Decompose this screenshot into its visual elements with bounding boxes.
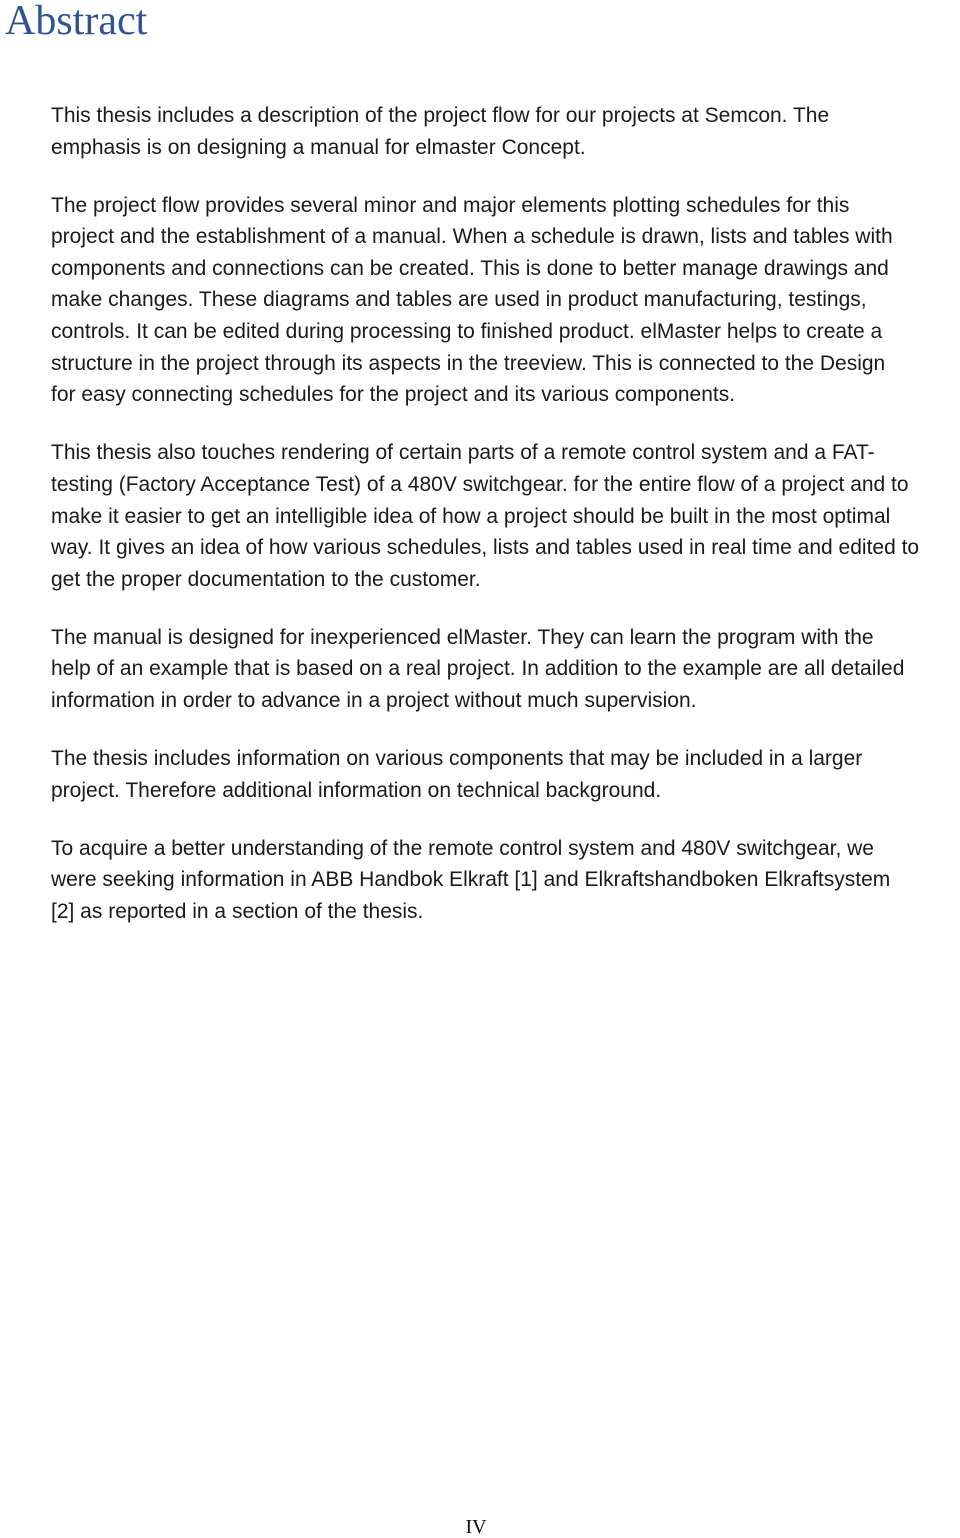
text-line: The manual is designed for inexperienced elMaster. They can learn the program with the [51,625,874,649]
text-line: This thesis includes a description of the project flow for our projects at Semcon. The [51,104,830,127]
text-line: components and connections can be created. This is done to better manage drawings and [51,256,889,280]
abstract-paragraph [51,622,956,717]
text-line: information in order to advance in a project without much supervision. [51,689,697,712]
text-line: project. Therefore additional information on technical background. [51,778,662,802]
text-line: make it easier to get an intelligible idea of how a project should be built in the most optimal [51,504,891,528]
abstract-body [51,100,956,954]
text-line: way. It gives an idea of how various schedules, lists and tables used in real time and edited to [51,536,920,560]
page-number: IV [465,1516,487,1538]
abstract-paragraph [51,743,956,806]
text-line: [2] as reported in a section of the thesis. [51,899,424,923]
abstract-paragraph [51,190,956,411]
text-line: controls. It can be edited during processing to finished product. elMaster helps to create a [51,320,883,344]
text-line: testing (Factory Acceptance Test) of a 480V switchgear. for the entire flow of a project and to [51,472,909,496]
abstract-paragraph [51,100,956,163]
text-line: The project flow provides several minor and major elements plotting schedules for this [51,193,850,217]
text-line: help of an example that is based on a real project. In addition to the example are all detailed [51,657,905,681]
abstract-paragraph [51,833,956,928]
text-line: for easy connecting schedules for the project and its various components. [51,383,736,407]
text-line: project and the establishment of a manual. When a schedule is drawn, lists and tables with [51,225,893,249]
abstract-paragraph [51,437,956,595]
text-line: structure in the project through its aspects in the treeview. This is connected to the Design [51,351,886,375]
text-line: emphasis is on designing a manual for elmaster Concept. [51,135,586,159]
text-line: were seeking information in ABB Handbok Elkraft [1] and Elkraftshandboken Elkraftsystem [51,868,891,892]
text-line: The thesis includes information on various components that may be included in a larger [51,747,863,771]
text-line: This thesis also touches rendering of certain parts of a remote control system and a FAT- [51,441,875,465]
page-title: Abstract [5,0,148,44]
text-line: To acquire a better understanding of the remote control system and 480V switchgear, we [51,836,874,860]
text-line: make changes. These diagrams and tables are used in product manufacturing, testings, [51,288,867,312]
text-line: get the proper documentation to the customer. [51,567,481,591]
